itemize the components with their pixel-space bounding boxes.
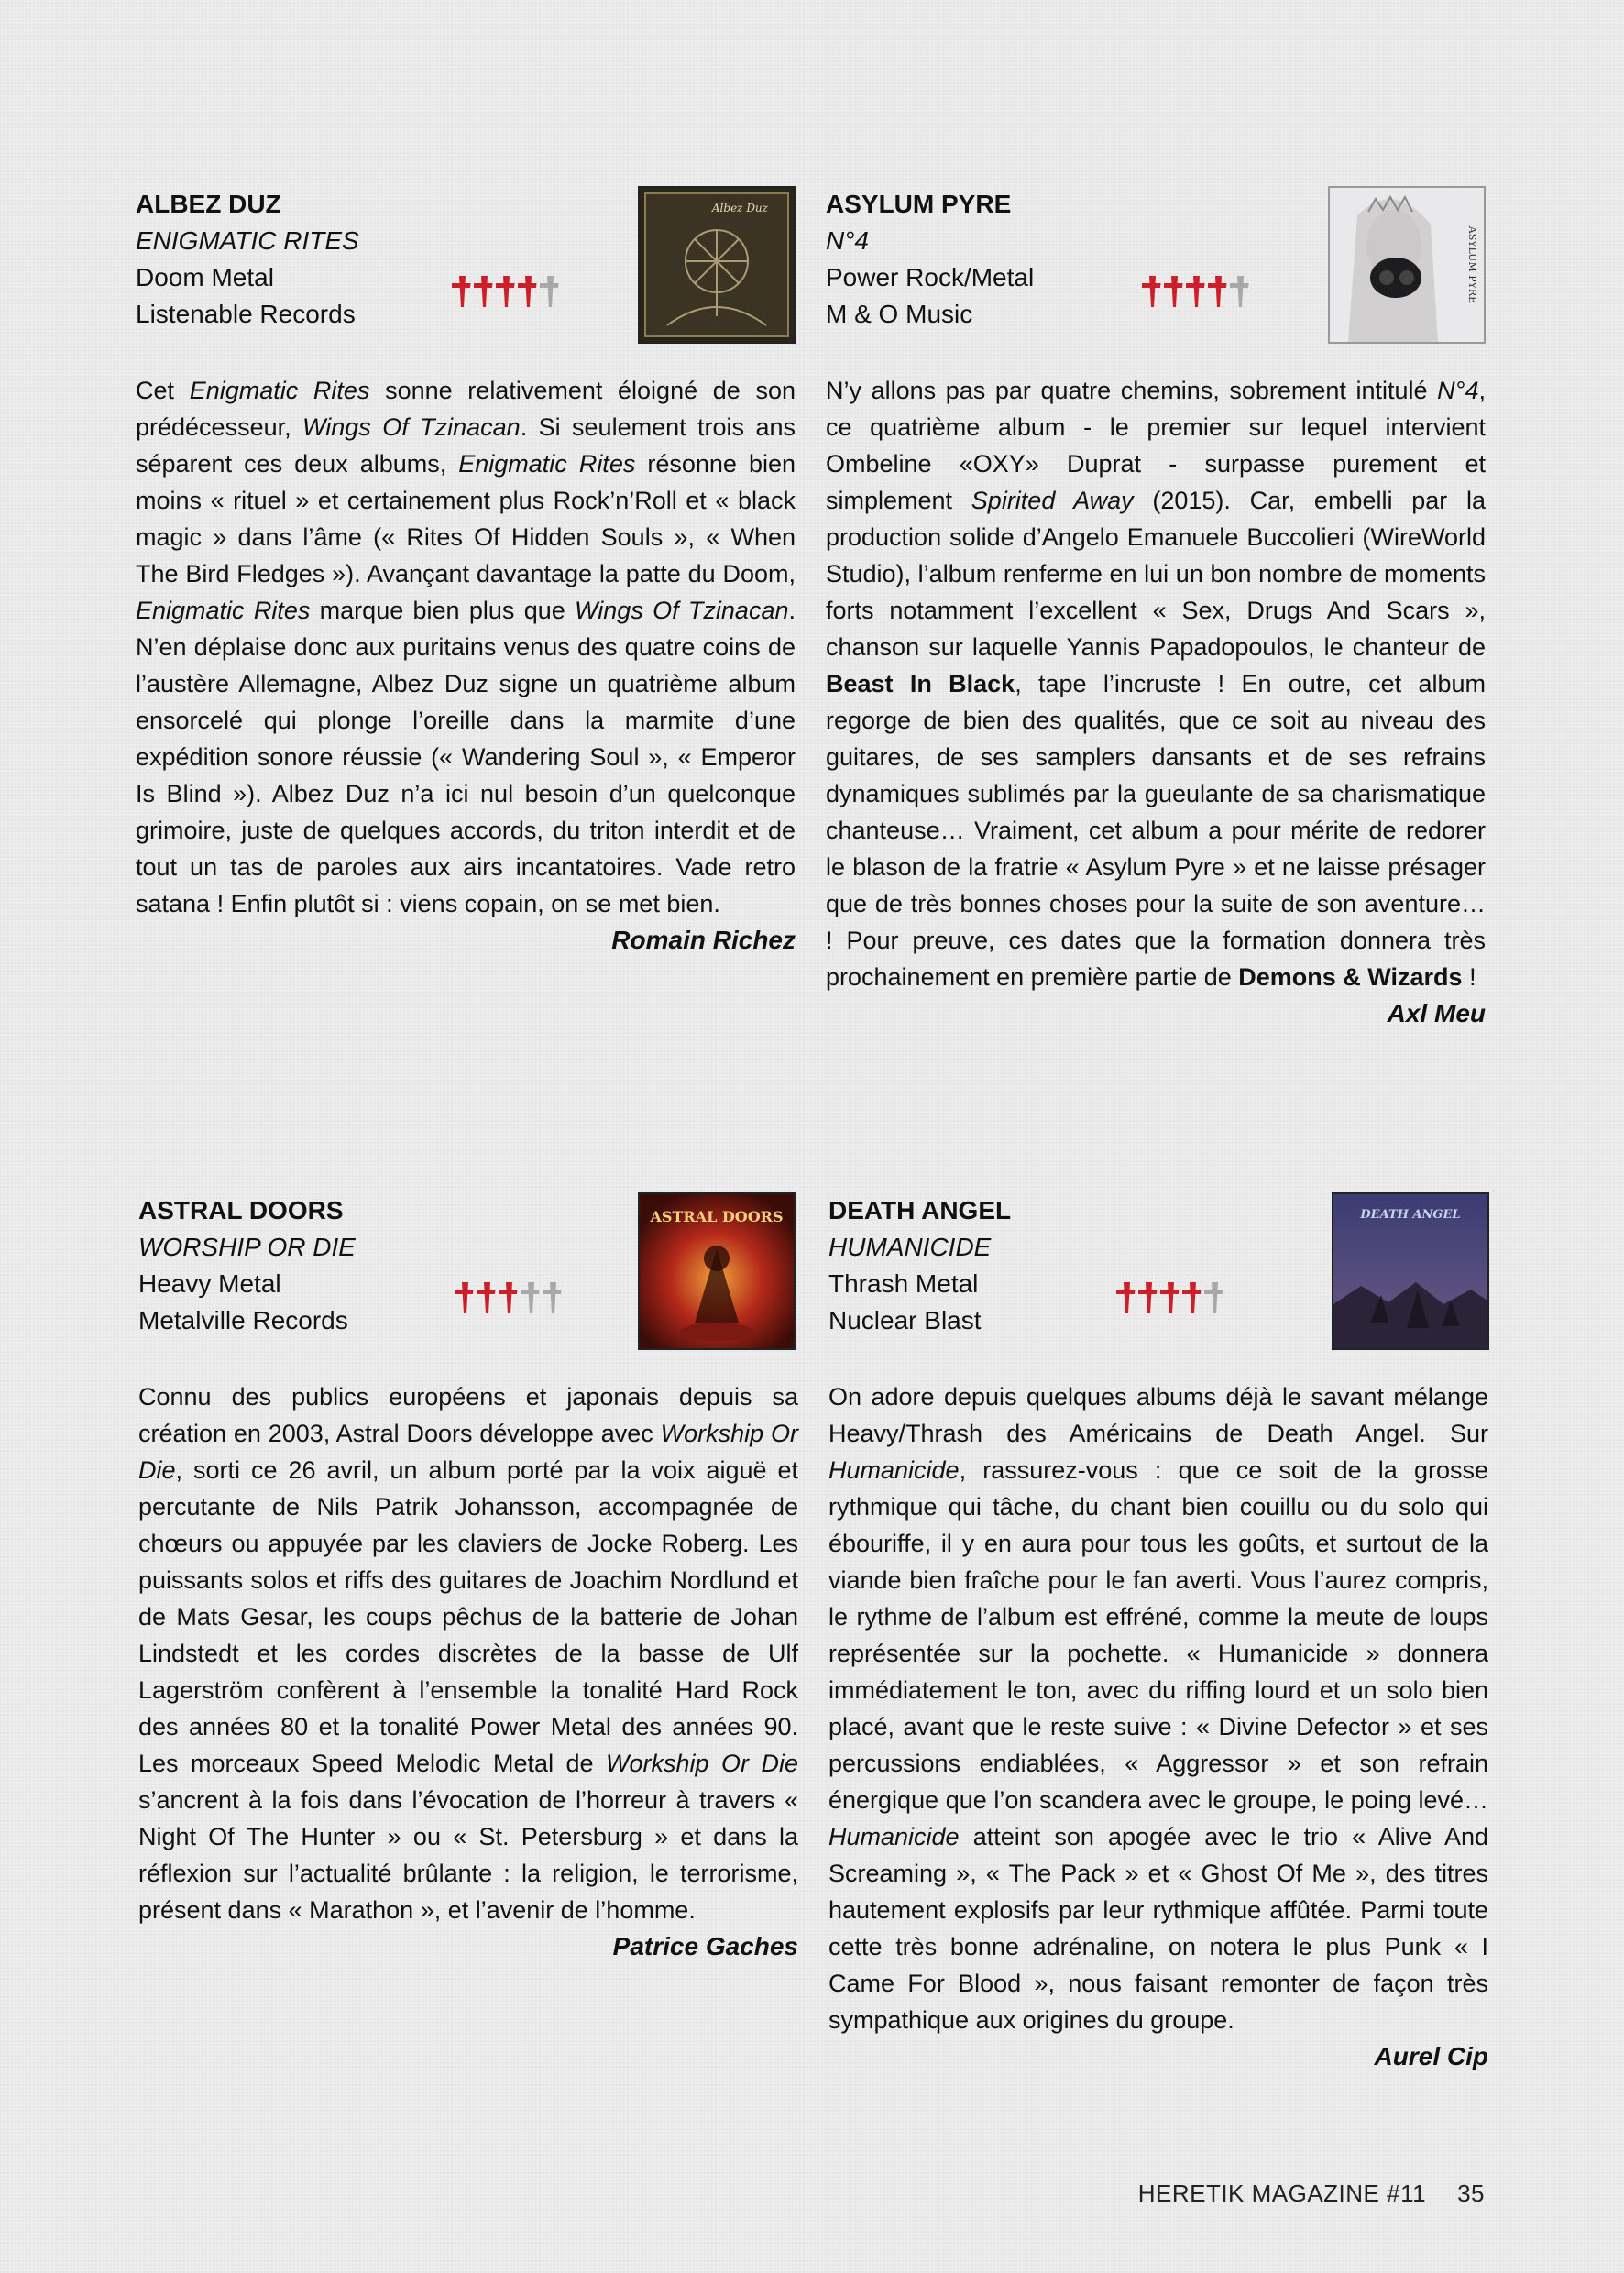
- inverted-cross-icon: [1138, 1280, 1158, 1317]
- rating-crosses: [1116, 1280, 1224, 1317]
- genre: Doom Metal: [136, 263, 274, 291]
- band-name: ALBEZ DUZ: [136, 190, 281, 218]
- magazine-name: HERETIK MAGAZINE #11: [1137, 2180, 1427, 2207]
- genre: Heavy Metal: [138, 1269, 281, 1298]
- inverted-cross-icon: [1208, 274, 1228, 311]
- album-cover: [638, 186, 796, 344]
- inverted-cross-icon: [1160, 1280, 1180, 1317]
- inverted-cross-icon: [1164, 274, 1184, 311]
- band-name: ASTRAL DOORS: [138, 1196, 344, 1224]
- inverted-cross-icon: [499, 1280, 519, 1317]
- album-cover: [638, 1192, 796, 1350]
- inverted-cross-icon: [474, 274, 494, 311]
- cover-text: Albez Duz: [711, 202, 768, 214]
- rating-crosses: [455, 1280, 563, 1317]
- review-author: Axl Meu: [1387, 999, 1486, 1027]
- inverted-cross-icon: [540, 274, 560, 311]
- review-author: Aurel Cip: [1374, 2042, 1488, 2070]
- album-title: HUMANICIDE: [828, 1233, 992, 1261]
- inverted-cross-icon: [1230, 274, 1250, 311]
- record-label: Nuclear Blast: [828, 1306, 982, 1334]
- genre: Thrash Metal: [828, 1269, 979, 1298]
- inverted-cross-icon: [518, 274, 538, 311]
- review-astral-doors: [138, 1192, 798, 1965]
- rating-crosses: [1142, 274, 1250, 311]
- inverted-cross-icon: [477, 1280, 497, 1317]
- review-albez-duz: [136, 186, 796, 959]
- album-cover: [1328, 186, 1486, 344]
- inverted-cross-icon: [521, 1280, 541, 1317]
- page-footer: [1138, 2180, 1485, 2208]
- review-asylum-pyre: [826, 186, 1486, 1032]
- genre: Power Rock/Metal: [826, 263, 1035, 291]
- review-body: On adore depuis quelques albums déjà le savant mélange Heavy/Thrash des Américains de Death Angel. Sur Humanicide, rassurez-vous : que ce soit de la grosse rythmique qui tâche, du chant bien couillu ou du solo qui ébouriffe, il y en aura pour tous les goûts, et surtout de la viande bien fraîche pour le fan averti. Vous l’aurez compris, le rythme de l’album est effréné, comme la meute de loups représentée sur la pochette. « Humanicide » donnera immédiatement le ton, avec du riffing lourd et un solo bien placé, avant que le reste suive : « Divine Defector » et ses percussions endiablées, « Aggressor » et son refrain énergique que l’on scandera avec le groupe, le poing levé… Humanicide atteint son apogée avec le trio « Alive And Screaming », « The Pack » et « Ghost Of Me », des titres hautement explosifs par leur rythmique affûtée. Parmi toute cette très bonne adrénaline, on notera le plus Punk « I Came For Blood », nous faisant remonter de façon très sympathique aux origines du groupe.: [828, 1383, 1488, 2034]
- inverted-cross-icon: [1142, 274, 1162, 311]
- album-title: N°4: [826, 226, 869, 255]
- inverted-cross-icon: [496, 274, 516, 311]
- review-author: Romain Richez: [611, 926, 796, 954]
- review-body: Connu des publics européens et japonais depuis sa création en 2003, Astral Doors développe avec Workship Or Die, sorti ce 26 avril, un album porté par la voix aiguë et percutante de Nils Patrik Johansson, accompagnée de chœurs ou appuyée par les claviers de Jocke Roberg. Les puissants solos et riffs des guitares de Joachim Nordlund et de Mats Gesar, les coups pêchus de la batterie de Johan Lindstedt et les cordes discrètes de la basse de Ulf Lagerström confèrent à l’ensemble la tonalité Hard Rock des années 80 et la tonalité Power Metal des années 90. Les morceaux Speed Melodic Metal de Workship Or Die s’ancrent à la fois dans l’évocation de l’horreur à travers « Night Of The Hunter » ou « St. Petersburg » et dans la réflexion sur l’actualité brûlante : la religion, le terrorisme, présent dans « Marathon », et l’avenir de l’homme.: [138, 1383, 798, 1924]
- rating-crosses: [452, 274, 560, 311]
- review-body: N’y allons pas par quatre chemins, sobrement intitulé N°4, ce quatrième album - le premier sur lequel intervient Ombeline «OXY» Duprat - surpasse purement et simplement Spirited Away (2015). Car, embelli par la production solide d’Angelo Emanuele Buccolieri (WireWorld Studio), l’album renferme en lui un bon nombre de moments forts notamment l’excellent « Sex, Drugs And Scars », chanson sur laquelle Yannis Papadopoulos, le chanteur de Beast In Black, tape l’incruste ! En outre, cet album regorge de bien des qualités, que ce soit au niveau des guitares, de ses samplers dansants et de ses refrains dynamiques sublimés par la gueulante de sa charismatique chanteuse… Vraiment, cet album a pour mérite de redorer le blason de la fratrie « Asylum Pyre » et ne laisse présager que de très bonnes choses pour la suite de son aventure… ! Pour preuve, ces dates que la formation donnera très prochainement en première partie de Demons & Wizards !: [826, 377, 1486, 991]
- review-body: Cet Enigmatic Rites sonne relativement éloigné de son prédécesseur, Wings Of Tzinacan. Si seulement trois ans séparent ces deux albums, Enigmatic Rites résonne bien moins « rituel » et certainement plus Rock’n’Roll et « black magic » dans l’âme (« Rites Of Hidden Souls », « When The Bird Fledges »). Avançant davantage la patte du Doom, Enigmatic Rites marque bien plus que Wings Of Tzinacan. N’en déplaise donc aux puritains venus des quatre coins de l’austère Allemagne, Albez Duz signe un quatrième album ensorcelé qui plonge l’oreille dans la marmite d’une expédition sonore réussie (« Wandering Soul », « Emperor Is Blind »). Albez Duz n’a ici nul besoin d’un quelconque grimoire, juste de quelques accords, du triton interdit et de tout un tas de paroles aux airs incantatoires. Vade retro satana ! Enfin plutôt si : viens copain, on se met bien.: [136, 377, 796, 917]
- cover-text: DEATH ANGEL: [1360, 1208, 1461, 1222]
- review-death-angel: [828, 1192, 1488, 2075]
- page-number: 35: [1457, 2180, 1485, 2207]
- album-title: ENIGMATIC RITES: [136, 226, 359, 255]
- inverted-cross-icon: [1182, 1280, 1202, 1317]
- inverted-cross-icon: [455, 1280, 475, 1317]
- album-cover: [1332, 1192, 1489, 1350]
- inverted-cross-icon: [452, 274, 472, 311]
- record-label: M & O Music: [826, 300, 973, 328]
- band-name: DEATH ANGEL: [828, 1196, 1012, 1224]
- band-name: ASYLUM PYRE: [826, 190, 1012, 218]
- inverted-cross-icon: [1204, 1280, 1224, 1317]
- record-label: Metalville Records: [138, 1306, 348, 1334]
- inverted-cross-icon: [543, 1280, 563, 1317]
- inverted-cross-icon: [1186, 274, 1206, 311]
- cover-text: ASTRAL DOORS: [650, 1208, 784, 1225]
- cover-text: ASYLUM PYRE: [1466, 225, 1478, 304]
- album-title: WORSHIP OR DIE: [138, 1233, 356, 1261]
- review-author: Patrice Gaches: [612, 1932, 798, 1960]
- record-label: Listenable Records: [136, 300, 356, 328]
- inverted-cross-icon: [1116, 1280, 1136, 1317]
